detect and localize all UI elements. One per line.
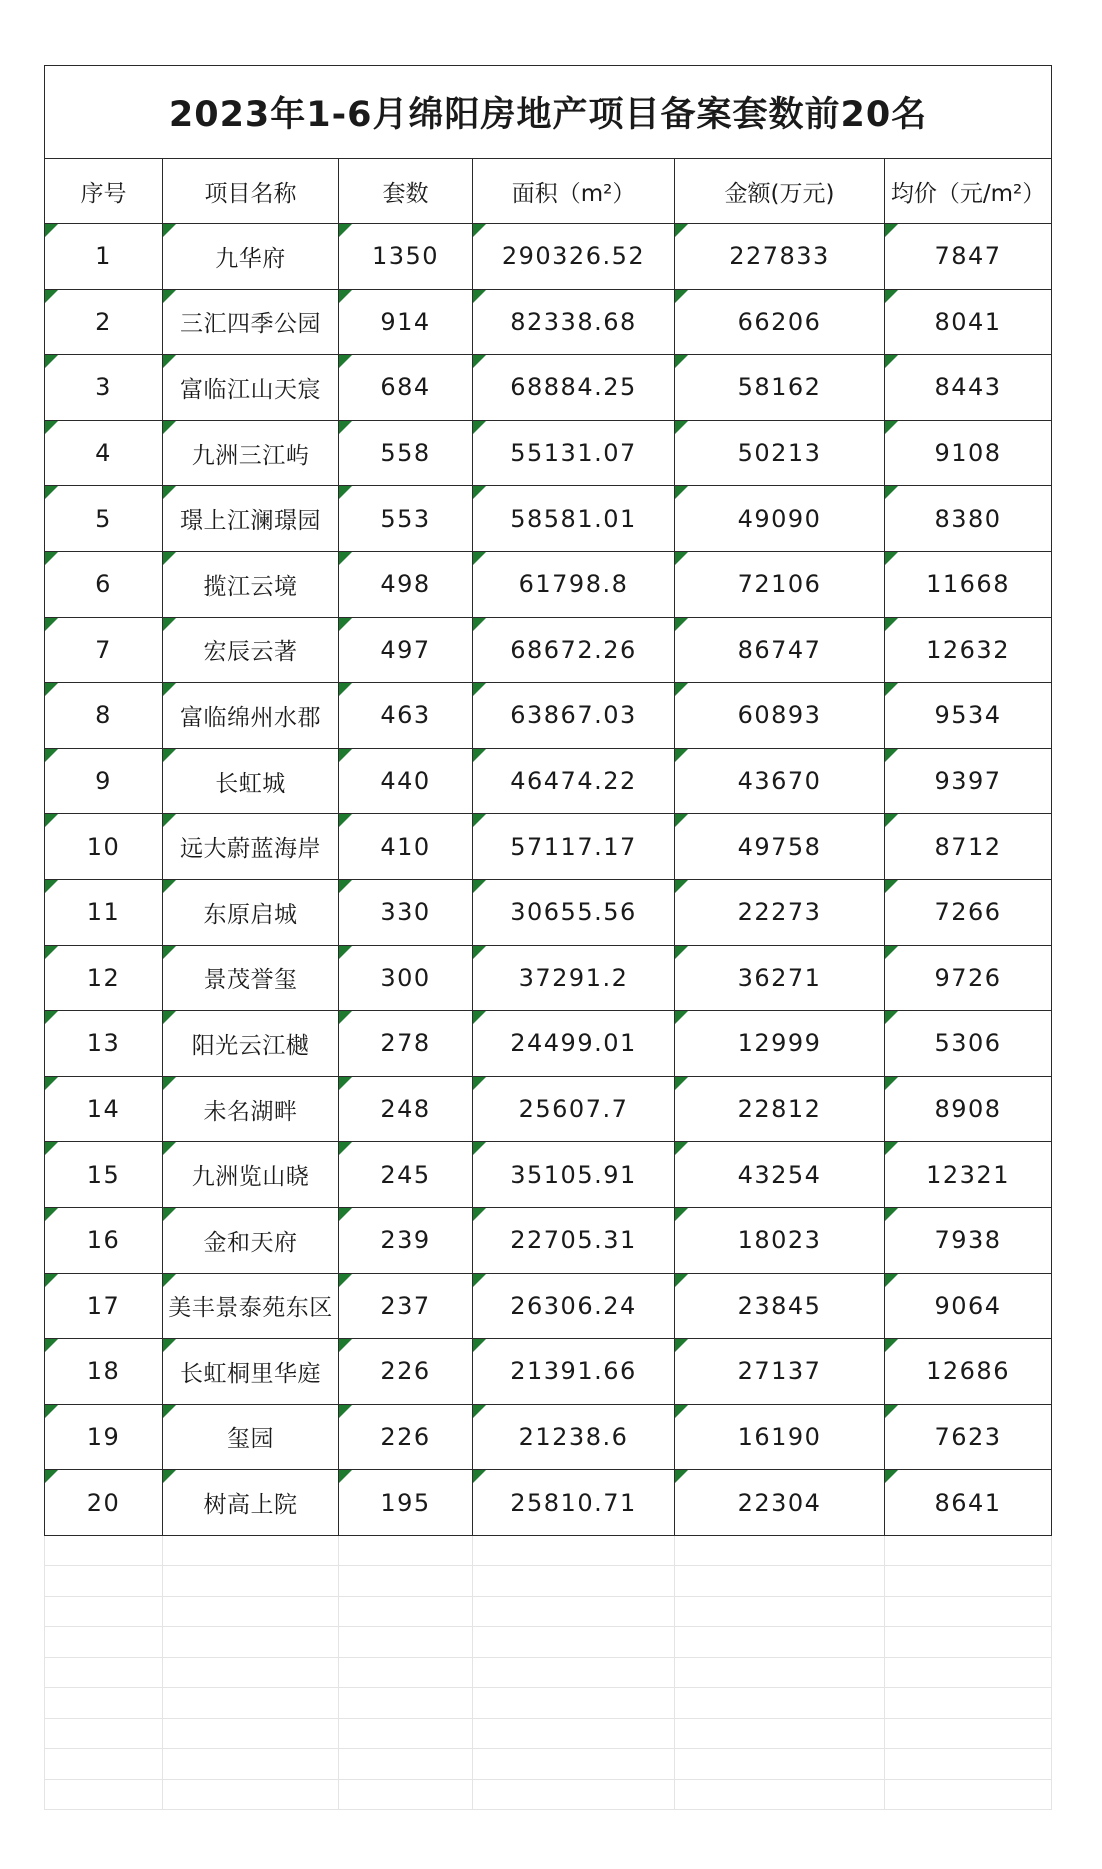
cell-area[interactable]: 68884.25 <box>473 355 675 421</box>
cell-rank[interactable]: 12 <box>45 945 163 1011</box>
cell-area[interactable]: 24499.01 <box>473 1011 675 1077</box>
header-rank[interactable]: 序号 <box>45 159 163 224</box>
empty-cell[interactable] <box>339 1596 473 1627</box>
cell-units[interactable]: 497 <box>339 617 473 683</box>
cell-area[interactable]: 46474.22 <box>473 748 675 814</box>
cell-project-name[interactable]: 璟上江澜璟园 <box>163 486 339 552</box>
cell-avg-price[interactable]: 8641 <box>885 1470 1052 1536</box>
empty-cell[interactable] <box>163 1566 339 1597</box>
table-row <box>45 420 1052 486</box>
cell-amount[interactable]: 22304 <box>675 1470 885 1536</box>
cell-area[interactable]: 25810.71 <box>473 1470 675 1536</box>
cell-units[interactable]: 239 <box>339 1207 473 1273</box>
empty-row <box>45 1688 1052 1719</box>
cell-avg-price[interactable]: 12686 <box>885 1339 1052 1405</box>
empty-cell[interactable] <box>45 1779 163 1810</box>
cell-avg-price[interactable]: 9108 <box>885 420 1052 486</box>
cell-avg-price[interactable]: 5306 <box>885 1011 1052 1077</box>
cell-area[interactable]: 21391.66 <box>473 1339 675 1405</box>
cell-amount[interactable]: 12999 <box>675 1011 885 1077</box>
cell-avg-price[interactable]: 7847 <box>885 224 1052 290</box>
empty-cell[interactable] <box>675 1627 885 1658</box>
cell-amount[interactable]: 22273 <box>675 879 885 945</box>
cell-avg-price[interactable]: 7938 <box>885 1207 1052 1273</box>
cell-area[interactable]: 82338.68 <box>473 289 675 355</box>
empty-cell[interactable] <box>45 1566 163 1597</box>
empty-row <box>45 1536 1052 1566</box>
empty-cell[interactable] <box>163 1779 339 1810</box>
cell-units[interactable]: 237 <box>339 1273 473 1339</box>
cell-amount[interactable]: 86747 <box>675 617 885 683</box>
empty-cell[interactable] <box>339 1749 473 1780</box>
empty-cell[interactable] <box>163 1657 339 1688</box>
cell-units[interactable]: 410 <box>339 814 473 880</box>
empty-cell[interactable] <box>473 1749 675 1780</box>
empty-cell[interactable] <box>885 1566 1052 1597</box>
cell-amount[interactable]: 49090 <box>675 486 885 552</box>
cell-units[interactable]: 558 <box>339 420 473 486</box>
table-row <box>45 617 1052 683</box>
table-row <box>45 1339 1052 1405</box>
empty-cell[interactable] <box>473 1566 675 1597</box>
cell-amount[interactable]: 16190 <box>675 1404 885 1470</box>
cell-units[interactable]: 226 <box>339 1339 473 1405</box>
cell-area[interactable]: 22705.31 <box>473 1207 675 1273</box>
cell-rank[interactable]: 7 <box>45 617 163 683</box>
cell-project-name[interactable]: 未名湖畔 <box>163 1076 339 1142</box>
cell-units[interactable]: 300 <box>339 945 473 1011</box>
cell-project-name[interactable]: 九华府 <box>163 224 339 290</box>
empty-cell[interactable] <box>45 1596 163 1627</box>
table-row <box>45 1207 1052 1273</box>
table-row <box>45 748 1052 814</box>
cell-units[interactable]: 245 <box>339 1142 473 1208</box>
empty-cell[interactable] <box>675 1718 885 1749</box>
cell-project-name[interactable]: 富临绵州水郡 <box>163 683 339 749</box>
empty-cell[interactable] <box>473 1657 675 1688</box>
cell-area[interactable]: 61798.8 <box>473 551 675 617</box>
table-body <box>45 224 1052 1536</box>
cell-project-name[interactable]: 阳光云江樾 <box>163 1011 339 1077</box>
empty-cell[interactable] <box>45 1657 163 1688</box>
empty-cell[interactable] <box>675 1779 885 1810</box>
cell-project-name[interactable]: 景茂誉玺 <box>163 945 339 1011</box>
cell-avg-price[interactable]: 8380 <box>885 486 1052 552</box>
empty-row <box>45 1657 1052 1688</box>
cell-rank[interactable]: 5 <box>45 486 163 552</box>
cell-amount[interactable]: 27137 <box>675 1339 885 1405</box>
cell-area[interactable]: 35105.91 <box>473 1142 675 1208</box>
cell-avg-price[interactable]: 9064 <box>885 1273 1052 1339</box>
header-row <box>45 159 1052 224</box>
cell-rank[interactable]: 14 <box>45 1076 163 1142</box>
empty-cell[interactable] <box>675 1749 885 1780</box>
cell-units[interactable]: 248 <box>339 1076 473 1142</box>
cell-project-name[interactable]: 树高上院 <box>163 1470 339 1536</box>
empty-cell[interactable] <box>675 1596 885 1627</box>
table-row <box>45 1273 1052 1339</box>
cell-rank[interactable]: 9 <box>45 748 163 814</box>
cell-project-name[interactable]: 美丰景泰苑东区 <box>163 1273 339 1339</box>
empty-cell[interactable] <box>675 1536 885 1566</box>
empty-row <box>45 1627 1052 1658</box>
empty-row <box>45 1596 1052 1627</box>
empty-row <box>45 1779 1052 1810</box>
cell-area[interactable]: 57117.17 <box>473 814 675 880</box>
cell-project-name[interactable]: 玺园 <box>163 1404 339 1470</box>
cell-units[interactable]: 463 <box>339 683 473 749</box>
cell-area[interactable]: 21238.6 <box>473 1404 675 1470</box>
cell-rank[interactable]: 11 <box>45 879 163 945</box>
empty-cell[interactable] <box>675 1657 885 1688</box>
cell-area[interactable]: 58581.01 <box>473 486 675 552</box>
table-row <box>45 683 1052 749</box>
empty-row <box>45 1749 1052 1780</box>
cell-area[interactable]: 37291.2 <box>473 945 675 1011</box>
empty-cell[interactable] <box>885 1627 1052 1658</box>
cell-project-name[interactable]: 九洲三江屿 <box>163 420 339 486</box>
cell-amount[interactable]: 58162 <box>675 355 885 421</box>
cell-units[interactable]: 553 <box>339 486 473 552</box>
cell-rank[interactable]: 17 <box>45 1273 163 1339</box>
ranking-table <box>44 65 1052 1536</box>
cell-rank[interactable]: 8 <box>45 683 163 749</box>
cell-area[interactable]: 26306.24 <box>473 1273 675 1339</box>
cell-units[interactable]: 440 <box>339 748 473 814</box>
cell-avg-price[interactable]: 9534 <box>885 683 1052 749</box>
empty-cell[interactable] <box>885 1657 1052 1688</box>
empty-cell[interactable] <box>339 1688 473 1719</box>
table-row <box>45 1011 1052 1077</box>
empty-cell[interactable] <box>473 1718 675 1749</box>
empty-row <box>45 1718 1052 1749</box>
header-name[interactable]: 项目名称 <box>163 159 339 224</box>
cell-units[interactable]: 195 <box>339 1470 473 1536</box>
cell-area[interactable]: 63867.03 <box>473 683 675 749</box>
cell-project-name[interactable]: 金和天府 <box>163 1207 339 1273</box>
table-row <box>45 1470 1052 1536</box>
cell-project-name[interactable]: 富临江山天宸 <box>163 355 339 421</box>
cell-rank[interactable]: 3 <box>45 355 163 421</box>
empty-cell[interactable] <box>675 1566 885 1597</box>
cell-project-name[interactable]: 宏辰云著 <box>163 617 339 683</box>
cell-avg-price[interactable]: 7266 <box>885 879 1052 945</box>
header-avg-price[interactable]: 均价（元/m²） <box>885 159 1052 224</box>
cell-rank[interactable]: 10 <box>45 814 163 880</box>
header-units[interactable]: 套数 <box>339 159 473 224</box>
cell-area[interactable]: 290326.52 <box>473 224 675 290</box>
empty-cell[interactable] <box>675 1688 885 1719</box>
empty-cell[interactable] <box>473 1779 675 1810</box>
table-row <box>45 814 1052 880</box>
cell-avg-price[interactable]: 9397 <box>885 748 1052 814</box>
table-row <box>45 945 1052 1011</box>
cell-amount[interactable]: 60893 <box>675 683 885 749</box>
cell-rank[interactable]: 2 <box>45 289 163 355</box>
cell-units[interactable]: 278 <box>339 1011 473 1077</box>
empty-cell[interactable] <box>473 1596 675 1627</box>
cell-units[interactable]: 330 <box>339 879 473 945</box>
empty-cell[interactable] <box>885 1596 1052 1627</box>
empty-cell[interactable] <box>45 1749 163 1780</box>
cell-rank[interactable]: 1 <box>45 224 163 290</box>
empty-cell[interactable] <box>163 1749 339 1780</box>
empty-cell[interactable] <box>163 1627 339 1658</box>
table-title[interactable]: 2023年1-6月绵阳房地产项目备案套数前20名 <box>45 66 1052 159</box>
cell-avg-price[interactable]: 9726 <box>885 945 1052 1011</box>
cell-avg-price[interactable]: 8908 <box>885 1076 1052 1142</box>
cell-project-name[interactable]: 三汇四季公园 <box>163 289 339 355</box>
cell-rank[interactable]: 20 <box>45 1470 163 1536</box>
empty-cell[interactable] <box>163 1536 339 1566</box>
empty-grid <box>44 1536 1052 1811</box>
empty-cell[interactable] <box>339 1536 473 1566</box>
cell-amount[interactable]: 50213 <box>675 420 885 486</box>
empty-cell[interactable] <box>885 1779 1052 1810</box>
cell-project-name[interactable]: 长虹桐里华庭 <box>163 1339 339 1405</box>
cell-rank[interactable]: 13 <box>45 1011 163 1077</box>
cell-amount[interactable]: 43254 <box>675 1142 885 1208</box>
cell-project-name[interactable]: 九洲览山晓 <box>163 1142 339 1208</box>
empty-cell[interactable] <box>339 1566 473 1597</box>
cell-amount[interactable]: 227833 <box>675 224 885 290</box>
cell-rank[interactable]: 4 <box>45 420 163 486</box>
cell-amount[interactable]: 43670 <box>675 748 885 814</box>
empty-cell[interactable] <box>885 1536 1052 1566</box>
header-amount[interactable]: 金额(万元) <box>675 159 885 224</box>
empty-cell[interactable] <box>473 1627 675 1658</box>
header-area[interactable]: 面积（m²） <box>473 159 675 224</box>
cell-project-name[interactable]: 长虹城 <box>163 748 339 814</box>
empty-row <box>45 1566 1052 1597</box>
empty-cell[interactable] <box>163 1596 339 1627</box>
empty-cell[interactable] <box>885 1749 1052 1780</box>
empty-cell[interactable] <box>885 1688 1052 1719</box>
cell-amount[interactable]: 36271 <box>675 945 885 1011</box>
empty-cell[interactable] <box>473 1688 675 1719</box>
table-row <box>45 224 1052 290</box>
cell-units[interactable]: 226 <box>339 1404 473 1470</box>
cell-area[interactable]: 30655.56 <box>473 879 675 945</box>
empty-cell[interactable] <box>45 1688 163 1719</box>
empty-cell[interactable] <box>163 1688 339 1719</box>
spreadsheet <box>44 65 1051 1810</box>
empty-cell[interactable] <box>885 1718 1052 1749</box>
table-row <box>45 1404 1052 1470</box>
empty-cell[interactable] <box>339 1657 473 1688</box>
empty-cell[interactable] <box>45 1718 163 1749</box>
cell-amount[interactable]: 72106 <box>675 551 885 617</box>
table-row <box>45 1142 1052 1208</box>
cell-amount[interactable]: 18023 <box>675 1207 885 1273</box>
cell-amount[interactable]: 22812 <box>675 1076 885 1142</box>
cell-rank[interactable]: 6 <box>45 551 163 617</box>
empty-cell[interactable] <box>163 1718 339 1749</box>
table-row <box>45 355 1052 421</box>
cell-rank[interactable]: 15 <box>45 1142 163 1208</box>
cell-project-name[interactable]: 远大蔚蓝海岸 <box>163 814 339 880</box>
cell-project-name[interactable]: 揽江云境 <box>163 551 339 617</box>
cell-units[interactable]: 684 <box>339 355 473 421</box>
cell-avg-price[interactable]: 8712 <box>885 814 1052 880</box>
table-row <box>45 551 1052 617</box>
cell-avg-price[interactable]: 11668 <box>885 551 1052 617</box>
empty-cell[interactable] <box>339 1779 473 1810</box>
cell-area[interactable]: 68672.26 <box>473 617 675 683</box>
cell-area[interactable]: 55131.07 <box>473 420 675 486</box>
cell-amount[interactable]: 49758 <box>675 814 885 880</box>
empty-cell[interactable] <box>339 1627 473 1658</box>
table-row <box>45 1076 1052 1142</box>
table-row <box>45 289 1052 355</box>
cell-avg-price[interactable]: 12321 <box>885 1142 1052 1208</box>
cell-avg-price[interactable]: 8443 <box>885 355 1052 421</box>
table-row <box>45 879 1052 945</box>
cell-rank[interactable]: 19 <box>45 1404 163 1470</box>
cell-avg-price[interactable]: 7623 <box>885 1404 1052 1470</box>
cell-rank[interactable]: 16 <box>45 1207 163 1273</box>
cell-project-name[interactable]: 东原启城 <box>163 879 339 945</box>
cell-area[interactable]: 25607.7 <box>473 1076 675 1142</box>
empty-cell[interactable] <box>473 1536 675 1566</box>
cell-avg-price[interactable]: 8041 <box>885 289 1052 355</box>
table-row <box>45 486 1052 552</box>
empty-cell[interactable] <box>45 1627 163 1658</box>
cell-rank[interactable]: 18 <box>45 1339 163 1405</box>
empty-cell[interactable] <box>339 1718 473 1749</box>
cell-units[interactable]: 498 <box>339 551 473 617</box>
cell-units[interactable]: 1350 <box>339 224 473 290</box>
cell-units[interactable]: 914 <box>339 289 473 355</box>
empty-cell[interactable] <box>45 1536 163 1566</box>
cell-amount[interactable]: 66206 <box>675 289 885 355</box>
cell-amount[interactable]: 23845 <box>675 1273 885 1339</box>
cell-avg-price[interactable]: 12632 <box>885 617 1052 683</box>
